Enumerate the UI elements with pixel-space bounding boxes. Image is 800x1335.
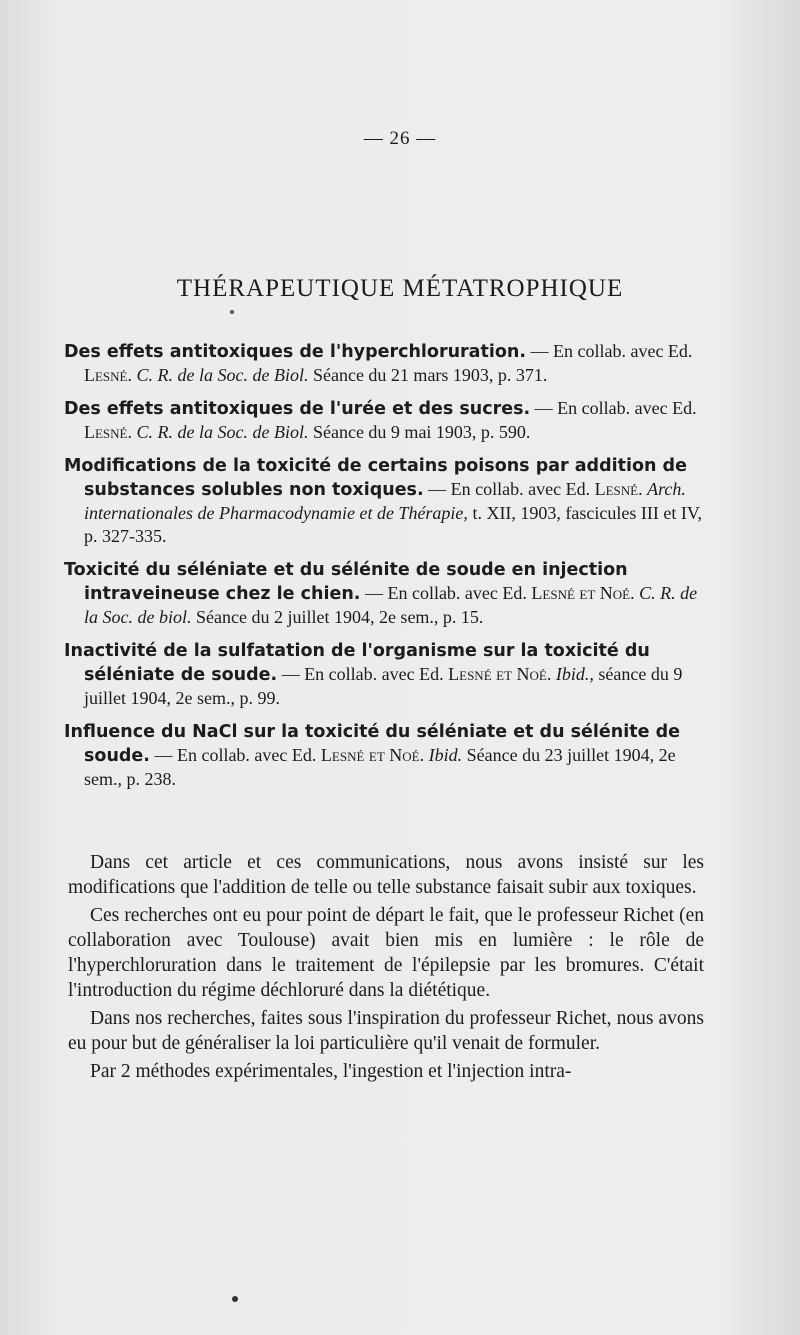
entry-journal: Ibid., — [555, 664, 594, 684]
bibliography-entry — [64, 639, 704, 710]
entry-details: t. XII, 1903, fascicules III et IV, p. 327-335. — [84, 503, 703, 546]
entry-details: Séance du 23 juillet 1904, 2e sem., p. 238. — [84, 745, 676, 789]
entry-title: Influence du NaCl sur la toxicité du séléniate et du sélénite de soude. — [64, 722, 680, 766]
entry-sep: . — [127, 422, 137, 442]
bibliography-entry — [64, 558, 704, 629]
entry-journal: Arch. internationales de Pharmacodynamie et de Thérapie, — [84, 479, 686, 523]
entry-details: séance du 9 juillet 1904, 2e sem., p. 99. — [84, 664, 683, 708]
bibliography-entry — [64, 340, 704, 387]
entry-title: Des effets antitoxiques de l'urée et des sucres. — [64, 399, 531, 419]
entry-authors: Lesné — [84, 422, 128, 442]
entry-sep: . — [127, 365, 137, 385]
entry-sep: . — [630, 583, 640, 603]
entry-collab: — En collab. avec Ed. — [423, 479, 595, 499]
entry-journal: C. R. de la Soc. de Biol. — [136, 365, 309, 385]
entry-title: Toxicité du séléniate et du sélénite de soude en injection intraveineuse chez le chien. — [64, 560, 628, 604]
entry-journal: Ibid. — [428, 745, 463, 765]
entry-sep: . — [419, 745, 429, 765]
page-number: — 26 — — [363, 128, 437, 149]
entry-collab: — En collab. avec Ed. — [277, 664, 449, 684]
entry-sep: . — [638, 479, 648, 499]
entry-details: Séance du 2 juillet 1904, 2e sem., p. 15. — [191, 607, 484, 627]
entry-journal: C. R. de la Soc. de Biol. — [136, 422, 309, 442]
entry-title: Modifications de la toxicité de certains poisons par addition de substances solubles non toxiques. — [64, 456, 687, 500]
entry-journal: C. R. de la Soc. de biol. — [84, 583, 698, 627]
paragraph: Dans cet article et ces communications, nous avons insisté sur les modifications que l'addition de telle ou telle substance faisait subir aux toxiques. — [68, 852, 704, 898]
print-speck — [230, 310, 234, 314]
bibliography-list — [64, 340, 704, 801]
bibliography-entry — [64, 454, 704, 548]
entry-authors: Lesné et Noé — [531, 583, 631, 603]
bibliography-entry — [64, 397, 704, 444]
entry-authors: Lesné — [594, 479, 639, 499]
entry-collab: — En collab. avec Ed. — [360, 583, 532, 603]
paragraph: Ces recherches ont eu pour point de départ le fait, que le professeur Richet (en collaboration avec Toulouse) avait bien mis en lumière : le rôle de l'hyperchloruration dans le traitement de l'épilepsie par les bromures. C'était l'introduction du régime déchloruré dans la diététique. — [68, 905, 704, 1001]
entry-collab: — En collab. avec Ed. — [525, 341, 693, 361]
entry-sep: . — [546, 664, 556, 684]
entry-authors: Lesné et Noé — [448, 664, 547, 684]
paragraph: Par 2 méthodes expérimentales, l'ingestion et l'injection intra- — [90, 1061, 572, 1082]
section-title: THÉRAPEUTIQUE MÉTATROPHIQUE — [176, 274, 624, 302]
entry-authors: Lesné et Noé — [320, 745, 420, 765]
entry-title: Des effets antitoxiques de l'hyperchloruration. — [64, 342, 526, 362]
entry-collab: — En collab. avec Ed. — [530, 398, 697, 418]
entry-details: Séance du 9 mai 1903, p. 590. — [308, 422, 531, 442]
paragraph: Dans nos recherches, faites sous l'inspiration du professeur Richet, nous avons eu pour but de généraliser la loi particulière qu'il venait de formuler. — [68, 1008, 704, 1054]
print-mark — [232, 1296, 238, 1302]
entry-authors: Lesné — [84, 365, 128, 385]
entry-details: Séance du 21 mars 1903, p. 371. — [308, 365, 548, 385]
entry-title: Inactivité de la sulfatation de l'organisme sur la toxicité du séléniate de soude. — [64, 641, 650, 685]
body-text — [68, 850, 704, 1087]
bibliography-entry — [64, 720, 704, 791]
entry-collab: — En collab. avec Ed. — [149, 745, 321, 765]
